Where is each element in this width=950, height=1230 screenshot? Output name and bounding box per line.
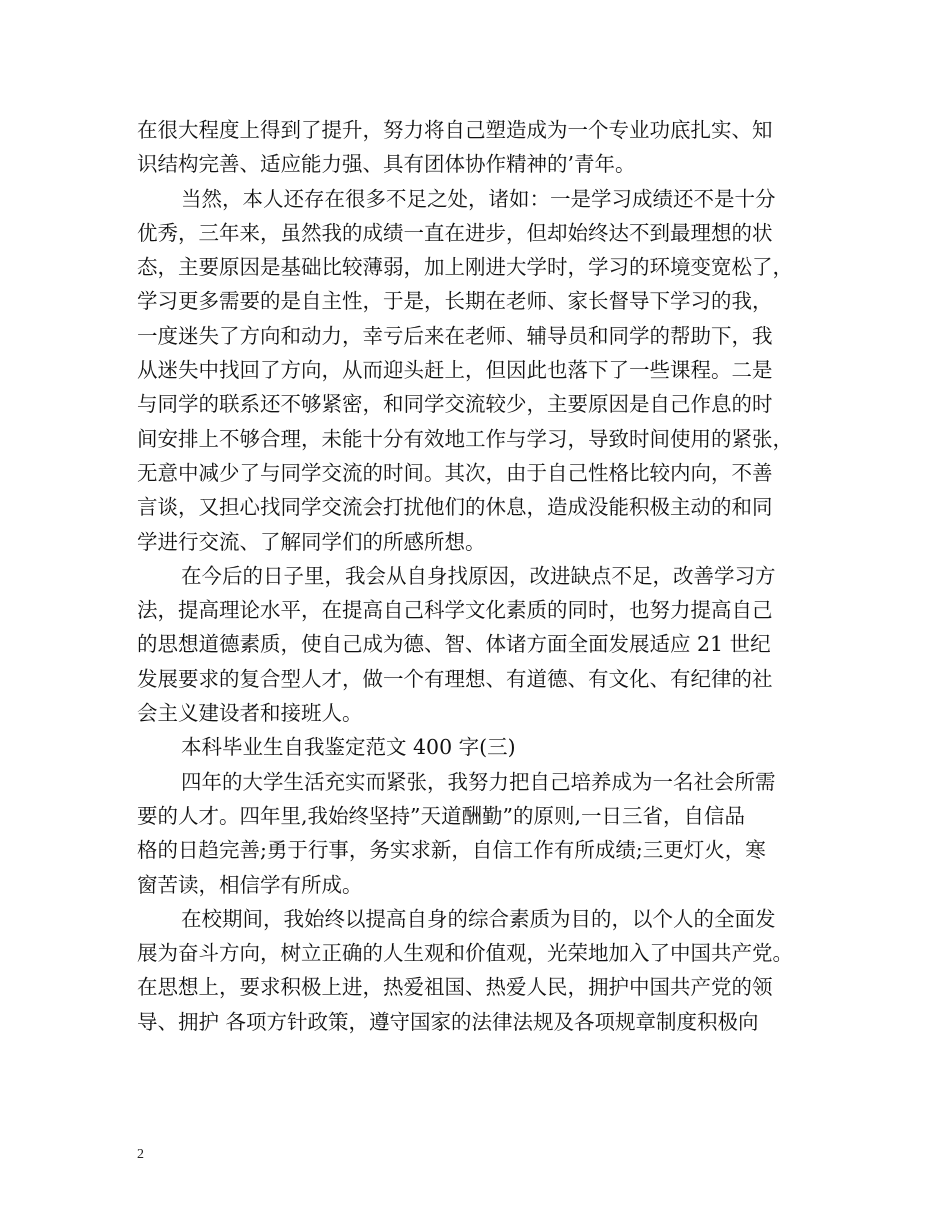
text-line: 法，提高理论水平，在提高自己科学文化素质的同时，也努力提高自己 [137,598,773,623]
text-line: 导、拥护 各项方针政策，遵守国家的法律法规及各项规章制度积极向 [137,1009,759,1034]
page-number: 2 [137,1147,144,1162]
text-line: 当然，本人还存在很多不足之处，诸如：一是学习成绩还不是十分 [181,186,776,211]
text-line: 一度迷失了方向和动力，幸亏后来在老师、辅导员和同学的帮助下，我 [137,323,773,348]
text-line: 在今后的日子里，我会从自身找原因，改进缺点不足，改善学习方 [181,563,776,588]
text-line: 从迷失中找回了方向，从而迎头赶上，但因此也落下了一些课程。二是 [137,358,773,383]
text-line: 格的日趋完善;勇于行事，务实求新，自信工作有所成绩;三更灯火，寒 [137,838,766,863]
text-line: 在很大程度上得到了提升，努力将自己塑造成为一个专业功底扎实、知 [137,118,773,142]
text-line: 学习更多需要的是自主性，于是，长期在老师、家长督导下学习的我， [137,289,773,314]
text-line: 在思想上，要求积极上进，热爱祖国、热爱人民，拥护中国共产党的领 [137,975,773,1000]
text-line: 间安排上不够合理，未能十分有效地工作与学习，导致时间使用的紧张， [137,426,793,451]
text-line: 展为奋斗方向，树立正确的人生观和价值观，光荣地加入了中国共产党。 [137,941,793,966]
text-line: 的思想道德素质，使自己成为德、智、体诸方面全面发展适应 21 世纪 [137,632,771,657]
text-line: 发展要求的复合型人才，做一个有理想、有道德、有文化、有纪律的社 [137,666,773,691]
text-line: 无意中减少了与同学交流的时间。其次，由于自己性格比较内向，不善 [137,460,773,485]
text-line: 学进行交流、了解同学们的所感所想。 [137,529,486,554]
text-line: 要的人才。四年里,我始终坚持”天道酬勤”的原则,一日三省，自信品 [137,803,745,828]
text-line: 态，主要原因是基础比较薄弱，加上刚进大学时，学习的环境变宽松了， [137,255,793,280]
document-body [137,113,827,1039]
text-line: 与同学的联系还不够紧密，和同学交流较少，主要原因是自己作息的时 [137,392,773,417]
text-line: 会主义建设者和接班人。 [137,701,363,726]
text-line: 言谈，又担心找同学交流会打扰他们的休息，造成没能积极主动的和同 [137,495,773,520]
text-line: 在校期间，我始终以提高自身的综合素质为目的，以个人的全面发 [181,906,776,931]
text-line: 优秀，三年来，虽然我的成绩一直在进步，但却始终达不到最理想的状 [137,220,773,245]
text-line: 本科毕业生自我鉴定范文 400 字(三) [181,735,516,760]
text-line: 窗苦读，相信学有所成。 [137,872,363,897]
text-line: 识结构完善、适应能力强、具有团体协作精神的’青年。 [137,152,636,177]
text-line: 四年的大学生活充实而紧张，我努力把自己培养成为一名社会所需 [181,769,776,794]
